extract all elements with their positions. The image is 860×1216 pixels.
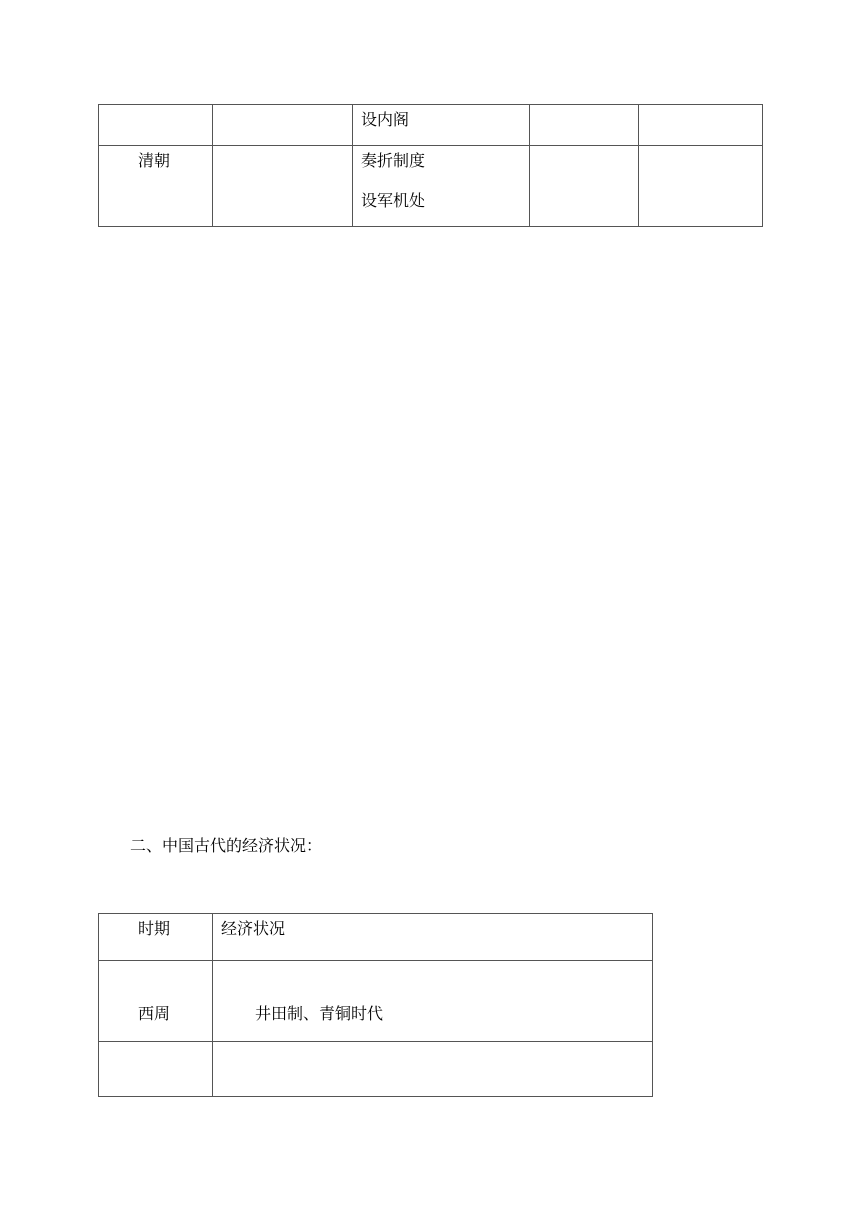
dynasty-cell [99,146,213,227]
measure-text: 设军机处 [361,191,426,210]
table-cell [530,146,639,227]
period-label: 西周 [138,1004,171,1023]
table-cell [530,105,639,146]
table-row [99,146,763,227]
period-header: 时期 [138,919,171,938]
table-row [99,105,763,146]
table-row [99,1042,653,1097]
measures-cell [353,146,530,227]
dynasty-cell [99,105,213,146]
status-cell [213,1042,653,1097]
measure-text: 奏折制度 [361,151,426,170]
table-header-row [99,914,653,961]
section-heading: 二、中国古代的经济状况： [130,836,323,855]
status-header: 经济状况 [221,919,286,938]
table-row [99,961,653,1042]
status-cell [213,961,653,1042]
status-text: 井田制、青铜时代 [255,1004,384,1023]
period-header-cell [99,914,213,961]
measure-text: 设内阁 [361,110,410,129]
political-system-table [98,104,763,227]
table-cell [213,105,353,146]
dynasty-label: 清朝 [138,151,171,170]
period-cell [99,1042,213,1097]
status-header-cell [213,914,653,961]
table-cell [639,146,763,227]
measures-cell [353,105,530,146]
table-cell [213,146,353,227]
table-cell [639,105,763,146]
period-cell [99,961,213,1042]
economy-table [98,913,653,1097]
